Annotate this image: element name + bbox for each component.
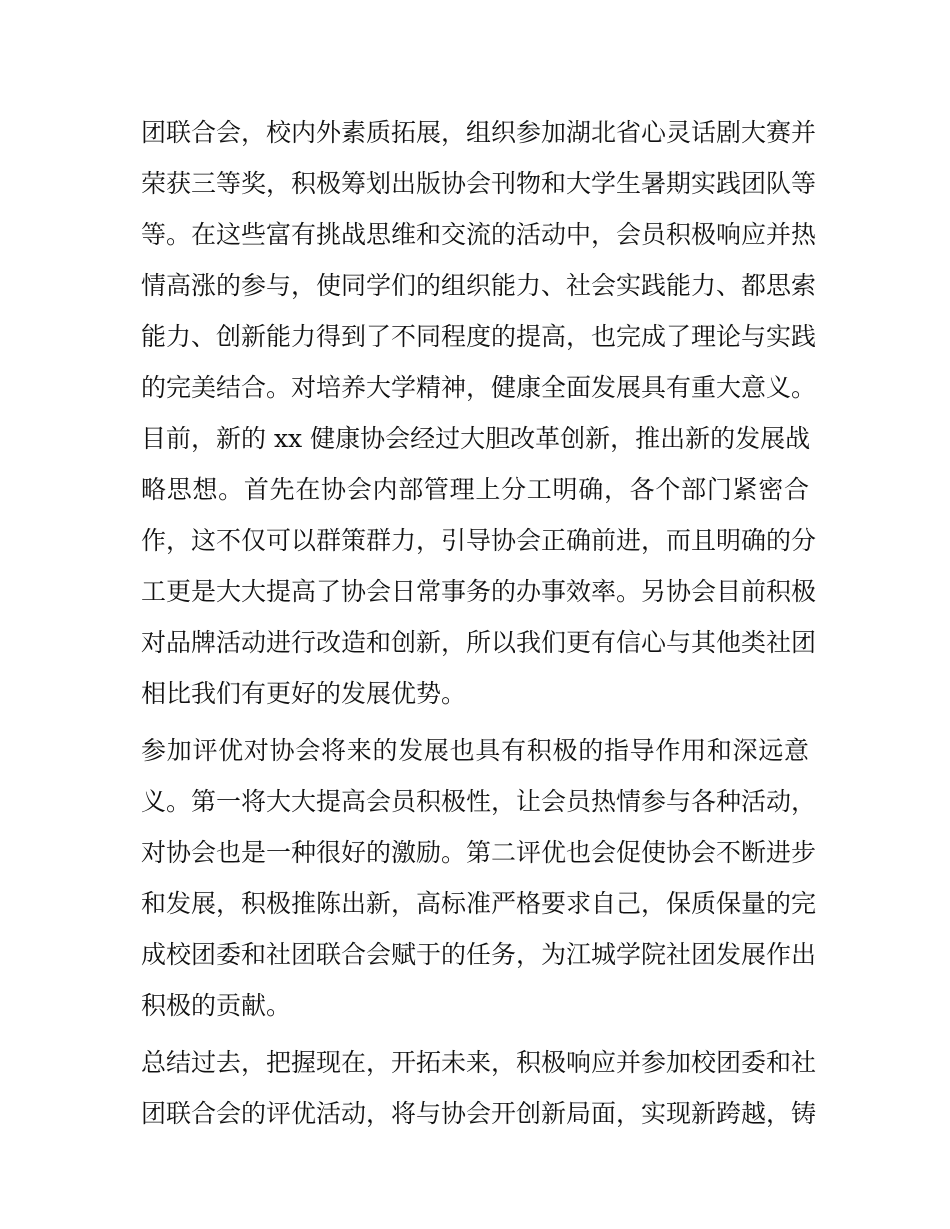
text-line: 参加评优对协会将来的发展也具有积极的指导作用和深远意 — [141, 736, 809, 765]
paragraph-1 — [141, 107, 821, 413]
paragraph-4 — [141, 1037, 821, 1139]
text-line: 的完美结合。对培养大学精神，健康全面发展具有重大意义。 — [141, 373, 817, 402]
paragraph-3 — [141, 725, 821, 1031]
text-line: 相比我们有更好的发展优势。 — [141, 679, 467, 708]
text-line: 对品牌活动进行改造和创新，所以我们更有信心与其他类社团 — [141, 628, 817, 657]
document-body — [141, 107, 821, 1139]
text-line: 情高涨的参与，使同学们的组织能力、社会实践能力、都思索 — [141, 271, 817, 300]
text-line: 团联合会的评优活动，将与协会开创新局面，实现新跨越，铸 — [141, 1099, 817, 1128]
text-line: 工更是大大提高了协会日常事务的办事效率。另协会目前积极 — [141, 577, 817, 606]
text-line: 荣获三等奖，积极筹划出版协会刊物和大学生暑期实践团队等 — [141, 169, 817, 198]
text-line: 和发展，积极推陈出新，高标准严格要求自己，保质保量的完 — [141, 889, 817, 918]
paragraph-2 — [141, 413, 821, 719]
text-line: 能力、创新能力得到了不同程度的提高，也完成了理论与实践 — [141, 322, 817, 351]
text-line: 总结过去，把握现在，开拓未来，积极响应并参加校团委和社 — [141, 1048, 817, 1077]
text-line: 团联合会，校内外素质拓展，组织参加湖北省心灵话剧大赛并 — [141, 118, 817, 147]
text-line: 略思想。首先在协会内部管理上分工明确，各个部门紧密合 — [141, 475, 809, 504]
text-line: 等。在这些富有挑战思维和交流的活动中，会员积极响应并热 — [141, 220, 817, 249]
text-line: 积极的贡献。 — [141, 991, 292, 1020]
text-line: 作，这不仅可以群策群力，引导协会正确前进，而且明确的分 — [141, 526, 817, 555]
text-line: 成校团委和社团联合会赋于的任务，为江城学院社团发展作出 — [141, 940, 817, 969]
text-line: 义。第一将大大提高会员积极性，让会员热情参与各种活动， — [141, 787, 817, 816]
text-line: 目前，新的 xx 健康协会经过大胆改革创新，推出新的发展战 — [141, 424, 811, 453]
text-line: 对协会也是一种很好的激励。第二评优也会促使协会不断进步 — [141, 838, 817, 867]
